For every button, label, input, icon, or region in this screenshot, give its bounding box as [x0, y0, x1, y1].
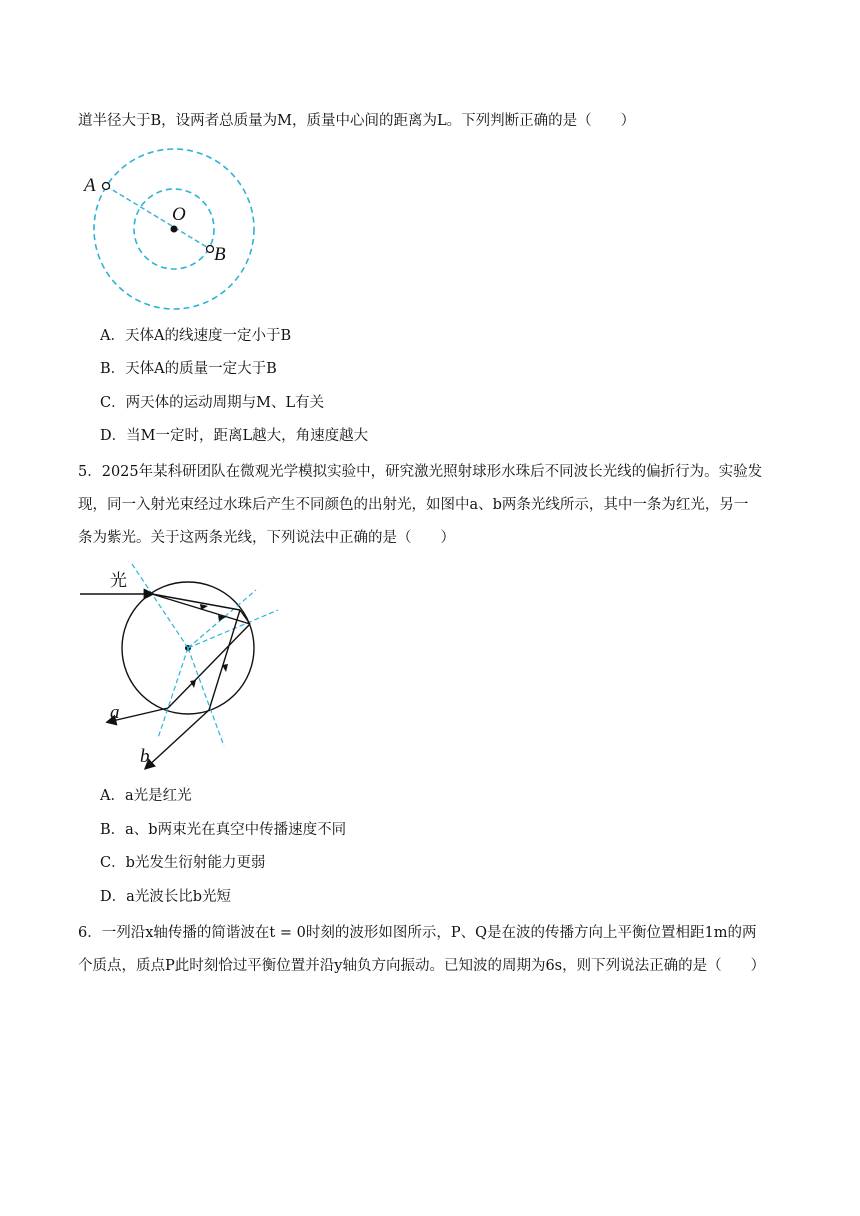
label-a: A: [84, 175, 96, 196]
normal-entry: [132, 564, 188, 648]
q5-stem-line-1: 5．2025年某科研团队在微观光学模拟实验中，研究激光照射球形水珠后不同波长光线的偏折行为。实验发: [78, 464, 763, 480]
label-b: b: [140, 746, 150, 767]
label-o: O: [172, 204, 186, 225]
q4-option-d: D．当M一定时，距离L越大，角速度越大: [100, 428, 369, 444]
q6-stem-line-2: 个质点，质点P此时刻恰过平衡位置并沿y轴负方向振动。已知波的周期为6s，则下列说法正确的是（ ）: [78, 958, 766, 974]
exit-ray-b: [146, 710, 209, 768]
star-a: [103, 183, 110, 190]
normal-exit-b: [188, 648, 224, 746]
label-light: 光: [110, 571, 127, 591]
q5-stem-line-2: 现，同一入射光束经过水珠后产生不同颜色的出射光，如图中a、b两条光线所示，其中一条为红光，另一: [78, 497, 749, 513]
star-b: [207, 246, 214, 253]
center-o: [171, 226, 178, 233]
q4-option-b: B．天体A的质量一定大于B: [100, 361, 277, 377]
q6-stem-line-1: 6．一列沿x轴传播的简谐波在t = 0时刻的波形如图所示，P、Q是在波的传播方向上平衡位置相距1m的两: [78, 925, 757, 941]
label-b: B: [214, 244, 226, 265]
q4-stem-line: 道半径大于B，设两者总质量为M，质量中心间的距离为L。下列判断正确的是（ ）: [78, 113, 636, 129]
q5-option-c: C．b光发生衍射能力更弱: [100, 855, 266, 871]
q5-option-d: D．a光波长比b光短: [100, 889, 232, 905]
droplet-refraction-figure: [78, 560, 288, 770]
binary-orbit-figure: [78, 140, 278, 312]
q5-option-b: B．a、b两束光在真空中传播速度不同: [100, 822, 347, 838]
q4-option-a: A．天体A的线速度一定小于B: [100, 328, 292, 344]
q5-stem-line-3: 条为紫光。关于这两条光线，下列说法中正确的是（ ）: [78, 530, 455, 546]
label-a: a: [110, 702, 120, 723]
q4-option-c: C．两天体的运动周期与M、L有关: [100, 395, 325, 411]
q5-option-a: A．a光是红光: [100, 788, 192, 804]
